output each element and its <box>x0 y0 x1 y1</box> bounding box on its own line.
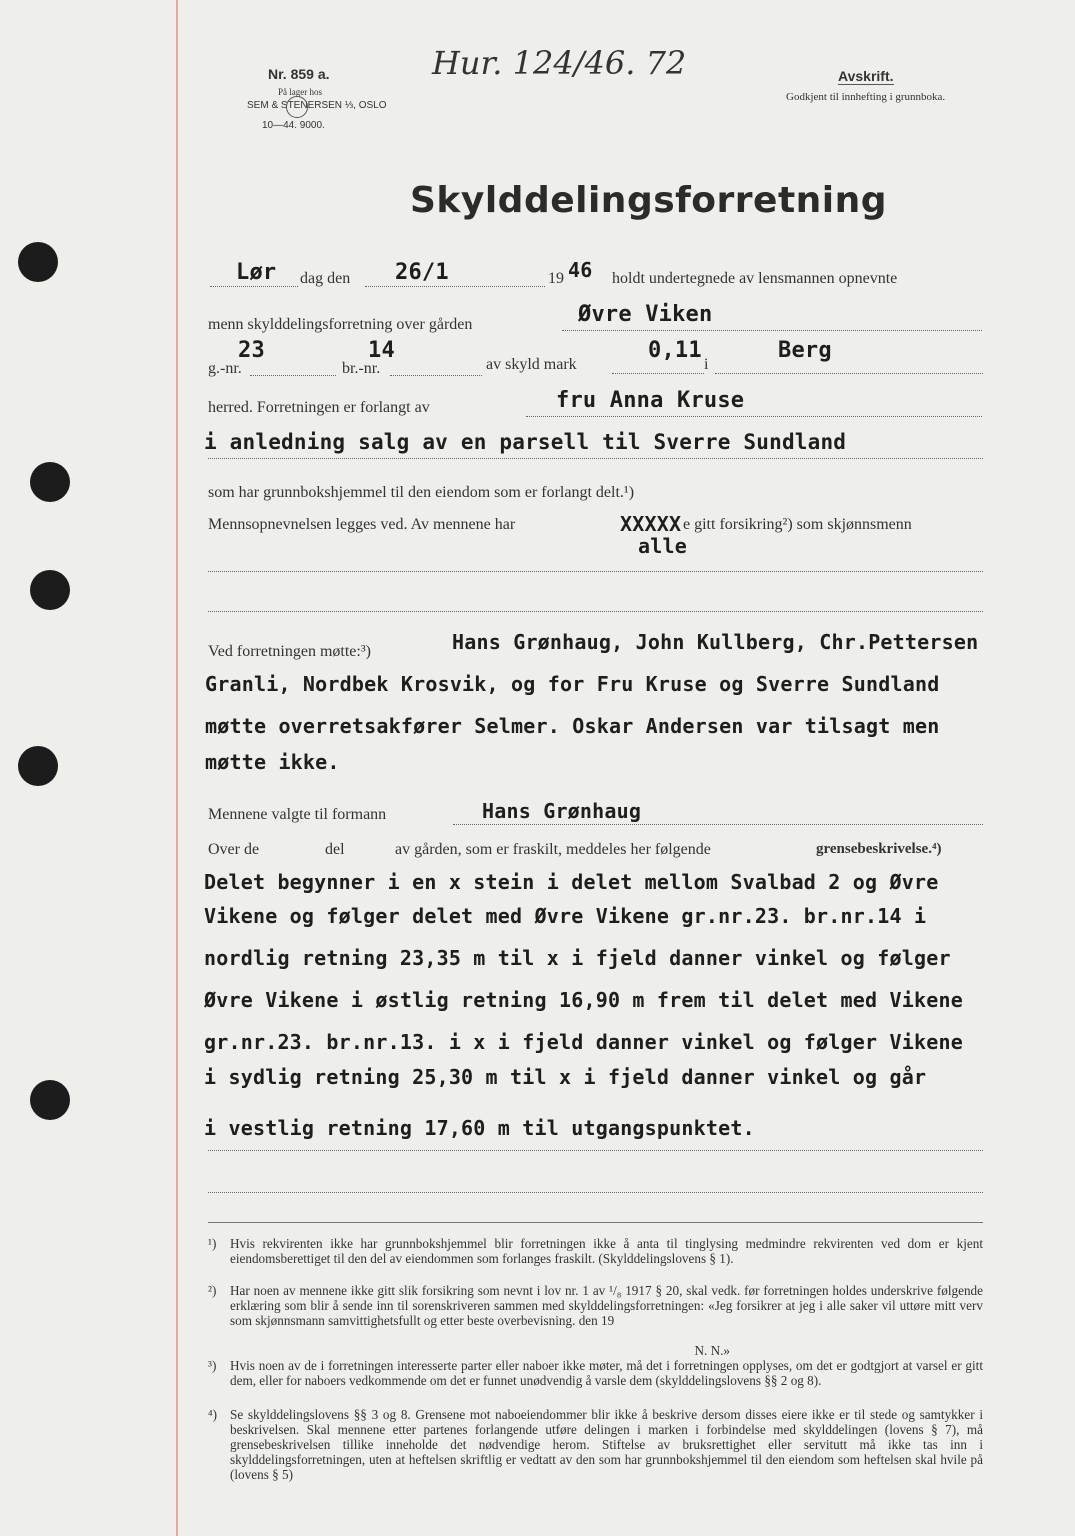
menn-text: menn skylddelingsforretning over gården <box>208 316 473 333</box>
year-prefix: 19 <box>548 270 564 287</box>
boundary-line-4: Øvre Vikene i østlig retning 16,90 m frem til delet med Vikene <box>204 988 963 1012</box>
day-name: Lør <box>236 260 277 285</box>
print-run: 10—44. 9000. <box>262 120 325 131</box>
punch-hole-5 <box>30 1080 70 1120</box>
handwritten-reference: Hur. 124/46. 72 <box>432 44 687 82</box>
red-margin-line <box>176 0 178 1536</box>
grensebeskrivelse-label: grensebeskrivelse.⁴) <box>816 841 942 857</box>
punch-hole-3 <box>30 570 70 610</box>
formann-value: Hans Grønhaug <box>482 799 642 823</box>
mennsopnevnelsen-text: Mennsopnevnelsen legges ved. Av mennene har <box>208 516 516 533</box>
footnote-1: ¹) Hvis rekvirenten ikke har grunnbokshjemmel blir forretningen ikke å anta til tinglysing medmindre rekvirenten ved dom er kjent eiendomsberettiget til den del av eiendommen som forlanges fraskilt. (Skylddelingslovens § 1). <box>208 1236 983 1266</box>
document-title: Skylddelingsforretning <box>410 180 888 221</box>
holdt-text: holdt undertegnede av lensmannen opnevnte <box>612 270 898 287</box>
gnr-label: g.-nr. <box>208 360 242 377</box>
year-suffix: 46 <box>568 258 593 282</box>
avskrift-label: Avskrift. <box>838 68 894 84</box>
boundary-line-1: Delet begynner i en x stein i delet mellom Svalbad 2 og Øvre <box>204 870 939 894</box>
gitt-text: e gitt forsikring²) som skjønnsmenn <box>683 516 912 533</box>
requested-by: fru Anna Kruse <box>556 388 745 413</box>
boundary-line-5: gr.nr.23. br.nr.13. i x i fjeld danner vinkel og følger Vikene <box>204 1030 963 1054</box>
over-rest-text: av gården, som er fraskilt, meddeles her følgende <box>395 841 711 858</box>
dag-den-label: dag den <box>300 270 351 287</box>
footnote-2-signature: N. N.» <box>694 1343 730 1358</box>
date-value: 26/1 <box>395 260 449 285</box>
mote-line-4: møtte ikke. <box>205 750 340 774</box>
boundary-line-3: nordlig retning 23,35 m til x i fjeld danner vinkel og følger <box>204 946 951 970</box>
del-label: del <box>325 841 345 858</box>
footnote-4: ⁴) Se skylddelingslovens §§ 3 og 8. Grensene mot naboeiendommer blir ikke å beskrive dersom disses eiere ikke er til stede og samtykker i beskrivelsen. Skal mennene etter partenes forlangende utføre delingen i marken i forbindelse med skylddelingen (lovens § 7), må grensebeskrivelsen tillike inneholde det nødvendige herom. Stiftelse av bruksrettighet eller servitutt må ikke tas inn i skylddelingsforretningen, uten at heftelsen skriftlig er vedtatt av den som har grunnbokshjemmel til den eiendom som heftelsen skal hvile på (lovens § 5) <box>208 1407 983 1482</box>
skyld-label: av skyld mark <box>486 356 577 373</box>
punch-hole-2 <box>30 462 70 502</box>
formann-label: Mennene valgte til formann <box>208 806 387 823</box>
publisher-line2: SEM & STENERSEN ⅓, OSLO <box>247 100 387 111</box>
skyld-value: 0,11 <box>648 338 702 363</box>
punch-hole-1 <box>18 242 58 282</box>
reason-text: i anledning salg av en parsell til Sverre Sundland <box>204 430 847 454</box>
i-label: i <box>704 356 709 373</box>
herred-text: herred. Forretningen er forlangt av <box>208 399 430 416</box>
punch-hole-4 <box>18 746 58 786</box>
bnr-label: br.-nr. <box>342 360 381 377</box>
mote-label: Ved forretningen møtte:³) <box>208 643 371 660</box>
boundary-line-2: Vikene og følger delet med Øvre Vikene gr.nr.23. br.nr.14 i <box>204 904 927 928</box>
boundary-line-7: i vestlig retning 17,60 m til utgangspunktet. <box>204 1116 755 1140</box>
over-de-label: Over de <box>208 841 260 858</box>
alle-text: alle <box>638 534 687 558</box>
mote-line-2: Granli, Nordbek Krosvik, og for Fru Kruse og Sverre Sundland <box>205 672 940 696</box>
municipality: Berg <box>778 338 832 363</box>
publisher-line1: På lager hos <box>278 87 322 97</box>
boundary-line-6: i sydlig retning 25,30 m til x i fjeld danner vinkel og går <box>204 1065 927 1089</box>
mote-line-1: Hans Grønhaug, John Kullberg, Chr.Pettersen <box>452 630 979 654</box>
struck-text: XXXXX <box>620 512 682 536</box>
form-number: Nr. 859 a. <box>268 66 330 82</box>
bnr-value: 14 <box>368 338 395 363</box>
farm-name: Øvre Viken <box>578 302 713 327</box>
gnr-value: 23 <box>238 338 265 363</box>
publisher-stamp-icon <box>286 96 308 118</box>
footnote-2: ²) Har noen av mennene ikke gitt slik forsikring som nevnt i lov nr. 1 av ¹/₈ 1917 § 20, skal vedk. før forretningen holdes underskrive følgende erklæring som blir å sende inn til sorenskriveren sammen med skylddelingsforretningen: «Jeg forsikrer at jeg i alle saker vil uttøre mitt verv som skjønnsmann samvittighetsfullt og etter beste overbevisning. den 19 <box>208 1283 983 1328</box>
approval-text: Godkjent til innhefting i grunnboka. <box>786 91 946 103</box>
footnote-3: ³) Hvis noen av de i forretningen interesserte parter eller naboer ikke møter, må det i forretningen opplyses, om det er godtgjort at varsel er gitt dem, eller for naboers vedkommende om det er funnet unødvendig å varsle dem (skylddelingslovens §§ 2 og 8). <box>208 1358 983 1388</box>
mote-line-3: møtte overretsakfører Selmer. Oskar Andersen var tilsagt men <box>205 714 940 738</box>
grunnbok-text: som har grunnbokshjemmel til den eiendom som er forlangt delt.¹) <box>208 484 635 501</box>
